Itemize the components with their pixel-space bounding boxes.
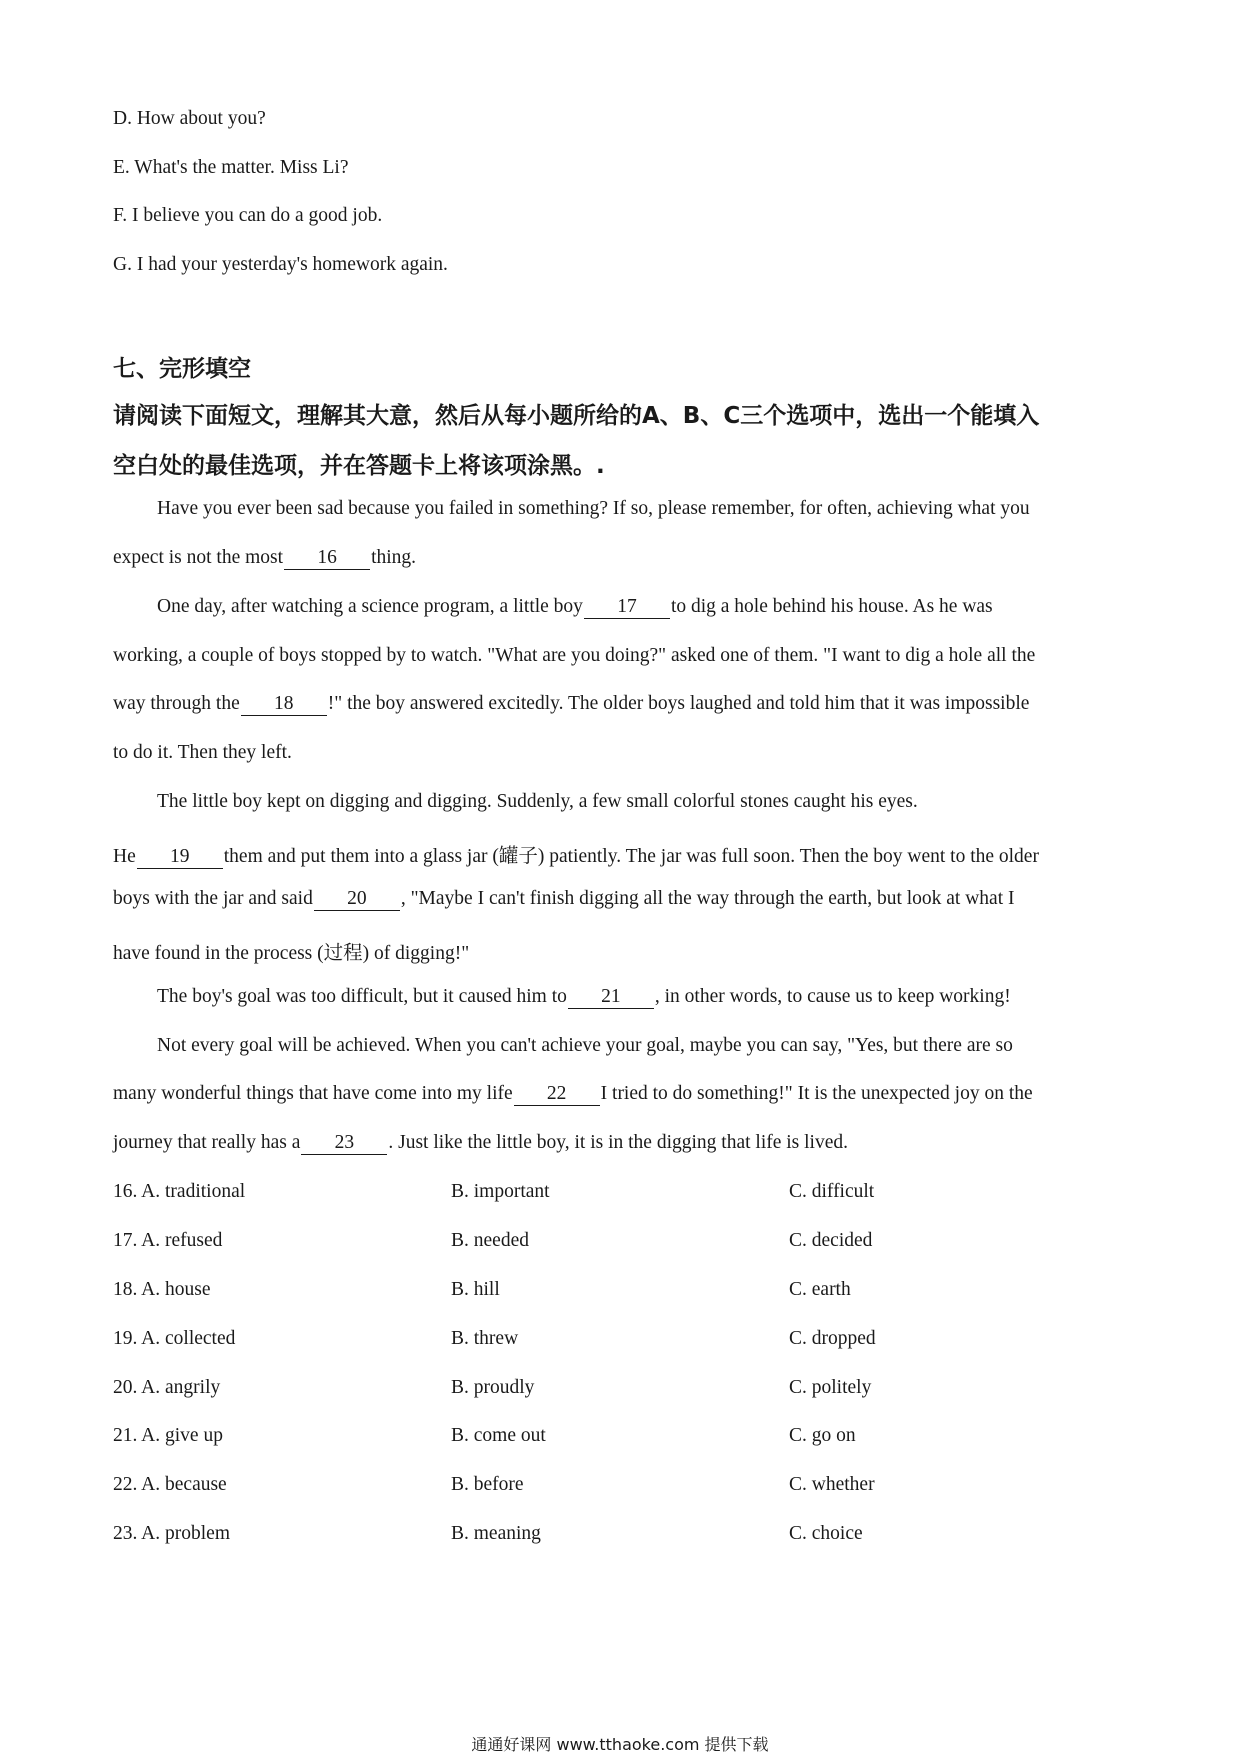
question-17-option-b: B. needed: [451, 1230, 529, 1251]
blank-22: 22: [514, 1083, 600, 1106]
question-22-option-a: 22. A. because: [113, 1474, 227, 1495]
question-19-option-c: C. dropped: [789, 1328, 876, 1349]
question-22-option-c: C. whether: [789, 1474, 875, 1495]
blank-23: 23: [301, 1132, 387, 1155]
option-g: G. I had your yesterday's homework again.: [113, 254, 448, 275]
passage-line: have found in the process (过程) of digging!": [113, 943, 470, 964]
question-16-option-c: C. difficult: [789, 1181, 875, 1202]
passage-line: way through the 18 !" the boy answered excitedly. The older boys laughed and told him that it was impossible: [113, 693, 1030, 714]
question-18-option-b: B. hill: [451, 1279, 500, 1300]
question-20-option-b: B. proudly: [451, 1377, 535, 1398]
passage-line: He 19 them and put them into a glass jar (罐子) patiently. The jar was full soon. Then the boy went to the older: [113, 846, 1039, 867]
blank-19: 19: [137, 846, 223, 869]
blank-21: 21: [568, 986, 654, 1009]
passage-line: many wonderful things that have come into my life 22 I tried to do something!" It is the unexpected joy on the: [113, 1083, 1033, 1104]
question-19-option-b: B. threw: [451, 1328, 519, 1349]
question-18-option-c: C. earth: [789, 1279, 851, 1300]
question-22-option-b: B. before: [451, 1474, 524, 1495]
instruction-line-1: 请阅读下面短文，理解其大意，然后从每小题所给的A、B、C三个选项中，选出一个能填入: [113, 403, 1040, 429]
question-18-option-a: 18. A. house: [113, 1279, 211, 1300]
question-16-option-b: B. important: [451, 1181, 550, 1202]
blank-17: 17: [584, 596, 670, 619]
question-17-option-a: 17. A. refused: [113, 1230, 223, 1251]
question-19-option-a: 19. A. collected: [113, 1328, 236, 1349]
blank-18: 18: [241, 693, 327, 716]
question-21-option-b: B. come out: [451, 1425, 546, 1446]
page-footer: 通通好课网 www.tthaoke.com 提供下载: [471, 1735, 769, 1754]
question-20-option-a: 20. A. angrily: [113, 1377, 221, 1398]
question-23-option-c: C. choice: [789, 1523, 863, 1544]
question-21-option-c: C. go on: [789, 1425, 856, 1446]
instruction-line-2: 空白处的最佳选项，并在答题卡上将该项涂黑。.: [113, 453, 605, 479]
passage-line: One day, after watching a science program, a little boy 17 to dig a hole behind his house. As he was: [157, 596, 993, 617]
passage-line: to do it. Then they left.: [113, 742, 292, 763]
question-20-option-c: C. politely: [789, 1377, 872, 1398]
option-e: E. What's the matter. Miss Li?: [113, 157, 349, 178]
question-21-option-a: 21. A. give up: [113, 1425, 223, 1446]
question-16-option-a: 16. A. traditional: [113, 1181, 246, 1202]
question-23-option-b: B. meaning: [451, 1523, 541, 1544]
passage-line: boys with the jar and said 20 , "Maybe I can't finish digging all the way through the earth, but look at what I: [113, 888, 1015, 909]
passage-line: working, a couple of boys stopped by to watch. "What are you doing?" asked one of them. "I want to dig a hole all the: [113, 645, 1036, 666]
passage-line: The boy's goal was too difficult, but it caused him to 21 , in other words, to cause us to keep working!: [157, 986, 1011, 1007]
passage-line: journey that really has a 23 . Just like the little boy, it is in the digging that life is lived.: [113, 1132, 849, 1153]
passage-line: expect is not the most 16 thing.: [113, 547, 417, 568]
option-d: D. How about you?: [113, 108, 266, 129]
option-f: F. I believe you can do a good job.: [113, 205, 383, 226]
blank-16: 16: [284, 547, 370, 570]
question-23-option-a: 23. A. problem: [113, 1523, 230, 1544]
section-title: 七、完形填空: [113, 356, 251, 382]
blank-20: 20: [314, 888, 400, 911]
question-17-option-c: C. decided: [789, 1230, 873, 1251]
passage-line: The little boy kept on digging and digging. Suddenly, a few small colorful stones caught his eyes.: [157, 791, 918, 812]
passage-line: Have you ever been sad because you failed in something? If so, please remember, for often, achieving what you: [157, 498, 1030, 519]
passage-line: Not every goal will be achieved. When you can't achieve your goal, maybe you can say, "Yes, but there are so: [157, 1035, 1013, 1056]
